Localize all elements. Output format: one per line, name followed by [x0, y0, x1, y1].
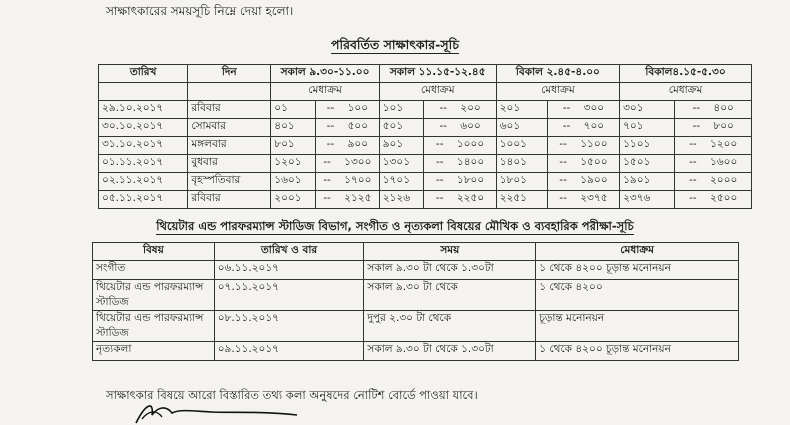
schedule-title: [0, 37, 790, 57]
range-start-cell: ১২০১: [271, 155, 316, 173]
range-start-cell: ১৫০১: [620, 155, 675, 173]
schedule-title-text: পরিবর্তিত সাক্ষাৎকার-সূচি: [331, 37, 459, 52]
range-end-cell: -- ৪০০: [675, 101, 752, 119]
date-cell: ০৫.১১.২০১৭: [99, 191, 188, 209]
range-start-cell: ৮০১: [271, 137, 316, 155]
time-cell: দুপুর ২.৩০ টা থেকে: [364, 311, 536, 342]
exam-schedule-title-text: থিয়েটার এন্ড পারফরম্যান্স স্টাডিজ বিভাগ, সংগীত ও নৃত্যকলা বিষয়ের মৌখিক ও ব্যবহারিক পরীক্ষা-সূচি: [156, 219, 634, 233]
merit-subheader: মেধাক্রম: [379, 83, 496, 101]
range-start-cell: ১৩০১: [379, 155, 424, 173]
merit-cell: ১ থেকে ৪২০০ চূড়ান্ত মনোনয়ন: [536, 342, 739, 361]
day-cell: বুধবার: [188, 155, 271, 173]
col-header-slot-4: বিকাল৪.১৫-৫.৩০: [620, 65, 752, 83]
table-row: [99, 191, 752, 209]
range-end-cell: -- ২৩৭৫: [547, 191, 619, 209]
range-end-cell: -- ২২৫০: [424, 191, 496, 209]
merit-subheader: মেধাক্রম: [271, 83, 379, 101]
time-cell: সকাল ৯.৩০ টা থেকে ১.৩০টা: [364, 342, 536, 361]
date-cell: ০১.১১.২০১৭: [99, 155, 188, 173]
range-start-cell: ১৯০১: [620, 173, 675, 191]
col-header-date: তারিখ: [99, 65, 188, 83]
range-start-cell: ৩০১: [620, 101, 675, 119]
col-header-date-day: তারিখ ও বার: [214, 243, 364, 261]
table-row: [99, 119, 752, 137]
exam-schedule-title: [0, 218, 790, 237]
range-start-cell: ৫০১: [379, 119, 424, 137]
col-header-slot-3: বিকাল ২.৪৫-৪.০০: [496, 65, 619, 83]
range-start-cell: ১০০১: [496, 137, 547, 155]
table-row: [99, 173, 752, 191]
range-end-cell: -- ১০০: [315, 101, 379, 119]
merit-cell: ১ থেকে ৪২০০ চূড়ান্ত মনোনয়ন: [536, 261, 739, 280]
table-row: [93, 280, 739, 311]
range-start-cell: ৯০১: [379, 137, 424, 155]
range-end-cell: -- ১৭০০: [315, 173, 379, 191]
range-start-cell: ১০১: [379, 101, 424, 119]
range-start-cell: ১৪০১: [496, 155, 547, 173]
subject-cell: নৃত্যকলা: [93, 342, 215, 361]
range-end-cell: -- ১১০০: [547, 137, 619, 155]
range-start-cell: ১৭০১: [379, 173, 424, 191]
range-end-cell: -- ২৫০০: [675, 191, 752, 209]
range-start-cell: ০১: [271, 101, 316, 119]
merit-subheader: মেধাক্রম: [620, 83, 752, 101]
range-start-cell: ৬০১: [496, 119, 547, 137]
col-header-subject: বিষয়: [93, 243, 215, 261]
range-end-cell: -- ২০০০: [675, 173, 752, 191]
date-cell: ৩০.১০.২০১৭: [99, 119, 188, 137]
day-cell: মঙ্গলবার: [188, 137, 271, 155]
range-end-cell: -- ১৯০০: [547, 173, 619, 191]
header-row: [93, 243, 739, 261]
signature: [132, 397, 302, 425]
time-cell: সকাল ৯.৩০ টা থেকে ১.৩০টা: [364, 261, 536, 280]
table-row: [99, 101, 752, 119]
table-row: [93, 311, 739, 342]
range-start-cell: ২৩৭৬: [620, 191, 675, 209]
range-end-cell: -- ১৫০০: [547, 155, 619, 173]
subject-cell: থিয়েটার এন্ড পারফরম্যান্স স্টাডিজ: [93, 280, 215, 311]
subheader-row: [99, 83, 752, 101]
date-cell: ০৮.১১.২০১৭: [214, 311, 364, 342]
range-end-cell: -- ১৬০০: [675, 155, 752, 173]
date-cell: ০২.১১.২০১৭: [99, 173, 188, 191]
footer-note: সাক্ষাৎকার বিষয়ে আরো বিস্তারিত তথ্য কলা অনুষদের নোটিশ বোর্ডে পাওয়া যাবে।: [106, 388, 478, 402]
table-row: [93, 261, 739, 280]
range-start-cell: ২১২৬: [379, 191, 424, 209]
col-header-merit: মেধাক্রম: [536, 243, 739, 261]
range-end-cell: -- ৮০০: [675, 119, 752, 137]
interview-schedule-table: [98, 64, 752, 209]
col-header-time: সময়: [364, 243, 536, 261]
table-row: [93, 342, 739, 361]
range-start-cell: ২০১: [496, 101, 547, 119]
range-end-cell: -- ৩০০: [547, 101, 619, 119]
range-end-cell: -- ৯০০: [315, 137, 379, 155]
merit-subheader: মেধাক্রম: [496, 83, 619, 101]
col-header-slot-1: সকাল ৯.৩০-১১.০০: [271, 65, 379, 83]
range-end-cell: -- ৬০০: [424, 119, 496, 137]
col-header-slot-2: সকাল ১১.১৫-১২.৪৫: [379, 65, 496, 83]
range-end-cell: -- ১২০০: [675, 137, 752, 155]
merit-cell: চূড়ান্ত মনোনয়ন: [536, 311, 739, 342]
date-cell: ০৯.১১.২০১৭: [214, 342, 364, 361]
range-start-cell: ৪০১: [271, 119, 316, 137]
day-cell: রবিবার: [188, 101, 271, 119]
time-cell: সকাল ৯.৩০ টা থেকে: [364, 280, 536, 311]
table-row: [99, 137, 752, 155]
range-end-cell: -- ১৩০০: [315, 155, 379, 173]
day-cell: বৃহস্পতিবার: [188, 173, 271, 191]
date-cell: ০৭.১১.২০১৭: [214, 280, 364, 311]
range-start-cell: ৭০১: [620, 119, 675, 137]
table-row: [99, 155, 752, 173]
range-end-cell: -- ২১২৫: [315, 191, 379, 209]
date-cell: ৩১.১০.২০১৭: [99, 137, 188, 155]
range-start-cell: ২০০১: [271, 191, 316, 209]
date-cell: ০৬.১১.২০১৭: [214, 261, 364, 280]
range-start-cell: ১১০১: [620, 137, 675, 155]
range-end-cell: -- ১৪০০: [424, 155, 496, 173]
exam-schedule-table: [92, 242, 739, 361]
intro-text: সাক্ষাৎকারের সময়সূচি নিম্নে দেয়া হলো।: [106, 4, 294, 18]
day-cell: রবিবার: [188, 191, 271, 209]
range-end-cell: -- ১৮০০: [424, 173, 496, 191]
merit-cell: ১ থেকে ৪২০০: [536, 280, 739, 311]
subject-cell: থিয়েটার এন্ড পারফরম্যান্স স্টাডিজ: [93, 311, 215, 342]
day-cell: সোমবার: [188, 119, 271, 137]
range-end-cell: -- ৭০০: [547, 119, 619, 137]
range-start-cell: ২২৫১: [496, 191, 547, 209]
range-end-cell: -- ১০০০: [424, 137, 496, 155]
range-start-cell: ১৮০১: [496, 173, 547, 191]
range-end-cell: -- ২০০: [424, 101, 496, 119]
range-end-cell: -- ৫০০: [315, 119, 379, 137]
col-header-day: দিন: [188, 65, 271, 83]
header-row: [99, 65, 752, 83]
date-cell: ২৯.১০.২০১৭: [99, 101, 188, 119]
subject-cell: সংগীত: [93, 261, 215, 280]
range-start-cell: ১৬০১: [271, 173, 316, 191]
